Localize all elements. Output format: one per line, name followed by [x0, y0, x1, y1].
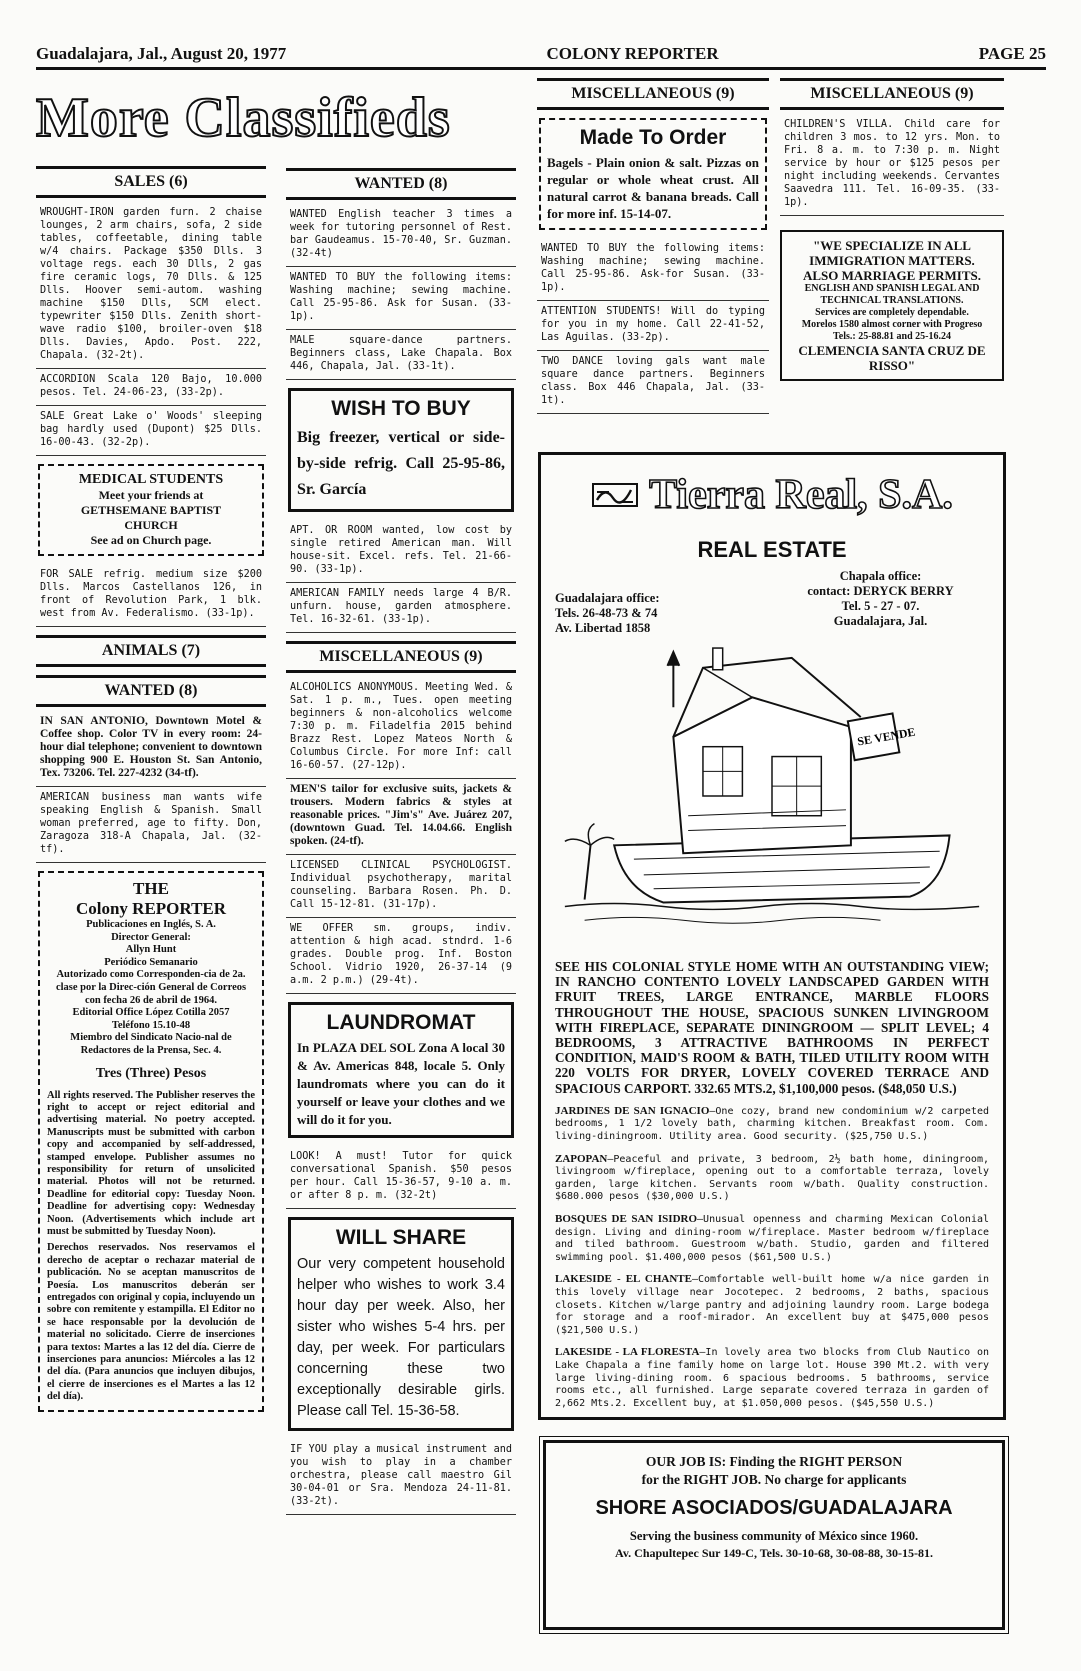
- classified-ad: WANTED TO BUY the following items: Washing machine; sewing machine. Call 25-95-86. Ask for Susan. (33-1p).: [286, 267, 516, 330]
- reporter-terms-en: All rights reserved. The Publisher reserves the right to accept or reject editorial and advertising material. No poetry accepted. Manuscripts must be submitted with carbon copy and accompanied by self-addressed, stamped envelope. Publisher assumes no responsibility for return of unsolicited material. Photos will not be returned. Deadline for editorial copy: Tuesday Noon. Deadline for advertising copy: Wednesday Noon. (Advertisements which include art must be submitted by Tuesday Noon).: [47, 1089, 255, 1237]
- wanted-header: WANTED (8): [286, 168, 516, 200]
- reporter-terms-es: Derechos reservados. Nos reservamos el derecho de aceptar o rechazar material de publicación. No se aceptan manuscritos de Poesía. Los manuscritos deberán ser entregados con original y copia, incluyendo un sobre con remitente y estampilla. El Editor no se hace responsable por la devolución de material no solicitado. Cierre de inserciones para textos: Martes a las 12 del día. Cierre de inserciones para anuncios: Miércoles a las 12 del día. (Para anuncios que incluyen dibujos, el cierre de inserciones es el Martes a las 12 del día).: [47, 1242, 255, 1403]
- company-logo-icon: [591, 476, 639, 514]
- column-3: [537, 78, 769, 448]
- classified-ad: WANTED English teacher 3 times a week for tutoring personnel of Rest. bar Gaudeamus. 15-70-40, Sr. Guzman. (32-4t): [286, 204, 516, 267]
- real-estate-title: REAL ESTATE: [697, 537, 847, 562]
- immigration-line: "WE SPECIALIZE IN ALL IMMIGRATION MATTERS.: [809, 238, 975, 268]
- for-sale-sign: SE VENDE: [856, 724, 917, 749]
- listing-item: ZAPOPAN—Peaceful and private, 3 bedroom, 2½ bath home, diningroom, livingroom w/fireplace, opening out to a comfortable terraza, lovely garden, large kitchen. Servants room w/bath. Quality construction. $680.000 pesos ($30,000 U.S.): [555, 1152, 989, 1203]
- made-body: Bagels - Plain onion & salt. Pizzas on regular or whole wheat crust. All natural carrot & banana breads. Call for more inf. 15-14-07.: [547, 155, 759, 221]
- listing-item: LAKESIDE - LA FLORESTA—In lovely area two blocks from Club Nautico on Lake Chapala a fine family home on large lot. House 390 Mt.2. with very large living-dining room. 6 spacious bedrooms. 5 bathrooms, service rooms etc., all furnished. Large separate covered terraza in garden of 2,662 Mts.2. Excellent buy, at $1.050,000 pesos. ($45,550 U.S.): [555, 1346, 989, 1409]
- medical-line: See ad on Church page.: [90, 533, 212, 547]
- share-title: WILL SHARE: [335, 1226, 467, 1249]
- classified-ad: CHILDREN'S VILLA. Child care for children 3 mos. to 12 yrs. Mon. to Fri. 8 a. m. to 7:30 p. m. Night service by hour or $125 pesos per night including weekends. Cervantes Saavedra 111. Tel. 16-09-35. (33-1p).: [780, 114, 1004, 216]
- laundromat-body: In PLAZA DEL SOL Zona A local 30 & Av. Americas 848, locale 5. Only laundromats where you can do it yourself or leave your clothes and we will do it for you.: [297, 1040, 505, 1127]
- shore-line: for the RIGHT JOB. No charge for applicants: [641, 1472, 907, 1487]
- classified-ad: LICENSED CLINICAL PSYCHOLOGIST. Individual psychotherapy, marital counseling. Barbara Rosen. Ph. D. Call 15-12-81. (31-17p).: [286, 855, 516, 918]
- classified-ad: IN SAN ANTONIO, Downtown Motel & Coffee shop. Color TV in every room: 24-hour dial telephone; convenient to downtown shopping 900 E. Houston St. San Antonio, Tex. 73206. Tel. 227-4232 (34-tf).: [36, 711, 266, 787]
- reporter-line: Allyn Hunt: [125, 944, 177, 956]
- masthead: [36, 40, 1046, 70]
- office-line: Tels. 26-48-73 & 74: [555, 606, 658, 620]
- classified-ad: SALE Great Lake o' Woods' sleeping bag hardly used (Dupont) $25 Dlls. 16-00-43. (32-2p).: [36, 406, 266, 456]
- colony-reporter-box: [38, 871, 264, 1412]
- reporter-title: Colony REPORTER: [75, 899, 227, 918]
- immigration-line: ALSO MARRIAGE PERMITS.: [802, 268, 982, 283]
- classified-ad: IF YOU play a musical instrument and you wish to play in a chamber orchestra, please call maestro Gil 30-04-01 or Sra. Mendoza 24-11-81. (33-2t).: [286, 1439, 516, 1515]
- medical-students-ad: [38, 464, 264, 556]
- offices: [555, 569, 989, 636]
- column-4: [780, 78, 1004, 448]
- classified-ad: WANTED TO BUY the following items: Washing machine; sewing machine. Call 25-95-86. Ask-for Susan. (33-1p).: [537, 238, 769, 301]
- classified-ad: TWO DANCE loving gals want male square dance partners. Beginners class. Box 446 Chapala, Jal. (33-1t).: [537, 351, 769, 414]
- immigration-line: Tels.: 25-88.81 and 25-16.24: [833, 331, 951, 342]
- tierra-name: Tierra Real, S.A.: [649, 472, 953, 518]
- medical-line: CHURCH: [124, 518, 178, 532]
- listing-item: LAKESIDE - EL CHANTE—Comfortable well-built home w/a nice garden in this lovely village near Jocotepec. 2 bedrooms, 2 baths, spacious closets. Kitchen w/large pantry and adjoining laundry room. Large bodega for storage and a roof-mirador. An excellent buy at $475,000 pesos ($21,500 U.S.): [555, 1273, 989, 1336]
- classified-ad: ACCORDION Scala 120 Bajo, 10.000 pesos. Tel. 24-06-23, (33-2p).: [36, 369, 266, 406]
- sales-header: SALES (6): [36, 166, 266, 198]
- masthead-date: Guadalajara, Jal., August 20, 1977: [36, 44, 287, 63]
- medical-line: GETHSEMANE BAPTIST: [80, 503, 222, 517]
- misc-header: MISCELLANEOUS (9): [537, 78, 769, 110]
- office-line: Av. Libertad 1858: [555, 621, 651, 635]
- guadalajara-office: [555, 569, 772, 636]
- classified-ad: ALCOHOLICS ANONYMOUS. Meeting Wed. & Sat. 1 p. m., Tues. open meeting beginners & non-alcoholics welcome 7:30 p. m. Filadelfia 2015 behind Brazz Rest. Lopez Mateos North & Columbus Circle. For more Inf: call 16-60-57. (27-12p).: [286, 677, 516, 779]
- made-title: Made To Order: [579, 126, 727, 149]
- will-share-ad: [288, 1217, 514, 1431]
- laundromat-title: LAUNDROMAT: [326, 1011, 476, 1034]
- office-line: contact: DERYCK BERRY: [807, 584, 954, 598]
- section-title: More Classifieds: [36, 87, 451, 149]
- wish-to-buy-ad: [288, 388, 514, 512]
- reporter-line: Publicaciones en Inglés, S. A.: [86, 919, 216, 930]
- made-to-order-ad: [539, 118, 767, 230]
- tierra-real-ad: [538, 452, 1006, 1420]
- reporter-price: Tres (Three) Pesos: [95, 1065, 207, 1081]
- wish-title: WISH TO BUY: [331, 397, 471, 420]
- reporter-line: Periódico Semanario: [104, 956, 198, 968]
- reporter-line: Autorizado como Corresponden-cia de 2a. clase por la Direc-ción General de Correos con fecha 26 de abril de 1964.: [55, 969, 247, 1006]
- office-line: Chapala office:: [839, 569, 922, 583]
- shore-line: OUR JOB IS: Finding the RIGHT PERSON: [645, 1454, 903, 1469]
- classified-ad: FOR SALE refrig. medium size $200 Dlls. Marcos Castellanos 126, in front of Revolution Park, 1 blk. west from Av. Federalismo. (33-1p).: [36, 564, 266, 627]
- shore-line: Av. Chapultepec Sur 149-C, Tels. 30-10-68, 30-08-88, 30-15-81.: [615, 1546, 933, 1560]
- classified-ad: AMERICAN FAMILY needs large 4 B/R. unfurn. house, garden atmosphere. Tel. 16-32-61. (33-1p).: [286, 583, 516, 633]
- shore-asociados-ad: [543, 1440, 1005, 1630]
- listing-item: BOSQUES DE SAN ISIDRO—Unusual openness and charming Mexican Colonial design. Living and dining-room w/fireplace. Master bedroom w/fireplace and tiled bathroom. Guestroom w/bath. Studio, garden and filtered swimming pool. $1.400,000 pesos ($61,500 U.S.): [555, 1212, 989, 1263]
- classified-ad: WE OFFER sm. groups, indiv. attention & high acad. stndrd. 1-6 grades. Double prog. Inf. Boston School. Vidrio 1920, 26-37-14 (9 a.m. 2 p.m.) (29-4t).: [286, 918, 516, 994]
- classified-ad: APT. OR ROOM wanted, low cost by single retired American man. Will house-sit. Excel. refs. Tel. 21-66-90. (33-1p).: [286, 520, 516, 583]
- wish-body: Big freezer, vertical or side-by-side refrig. Call 25-95-86, Sr. García: [297, 429, 505, 498]
- classified-ad: AMERICAN business man wants wife speaking English & Spanish. Small woman preferred, age to fifty. Don, Zaragoza 318-A Chapala, Jal. (32-tf).: [36, 787, 266, 863]
- immigration-ad: [780, 230, 1004, 381]
- classified-ad: MALE square-dance partners. Beginners class, Lake Chapala. Box 446, Chapala, Jal. (33-1t).: [286, 330, 516, 380]
- shore-title: SHORE ASOCIADOS/GUADALAJARA: [595, 1497, 953, 1519]
- office-line: Guadalajara office:: [555, 591, 660, 605]
- house-boat-illustration: [555, 646, 989, 946]
- masthead-page: PAGE 25: [978, 44, 1046, 63]
- immigration-line: Services are completely dependable.: [815, 307, 969, 318]
- medical-title: MEDICAL STUDENTS: [78, 472, 224, 487]
- reporter-line: Director General:: [111, 931, 191, 943]
- immigration-line: Morelos 1580 almost corner with Progreso: [801, 319, 983, 330]
- medical-line: Meet your friends at: [98, 488, 204, 502]
- column-2: [286, 160, 516, 1630]
- shore-line: Serving the business community of México since 1960.: [629, 1529, 919, 1543]
- classified-ad: MEN'S tailor for exclusive suits, jackets & trousers. Modern fabrics & styles at reasonable prices. "Jim's" Ave. Juárez 207, (downtown Guad. Tel. 14.04.66. English spoken. (24-tf).: [286, 779, 516, 855]
- classified-ad: WROUGHT-IRON garden furn. 2 chaise lounges, 2 arm chairs, sofa, 2 side tables, coffeetable, dining table w/4 chairs. Package $350 Dlls. 3 voltage regs. each 30 Dlls, 2 gas fire ceramic logs, 70 Dlls. & 125 Dlls. Hoover semi-autom. washing machine $150 Dlls, SCM elect. typewriter $150 Dlls. Zenith short-wave radio $100, broiler-oven $18 Dlls. Davies, Apdo. Post. 222, Chapala. (32-2t).: [36, 202, 266, 369]
- listing-item: JARDINES DE SAN IGNACIO—One cozy, brand new condominium w/2 carpeted bedrooms, 1 1/2 lovely bath, charming kitchen. Breakfast room. Com. living-diningroom. Utility area. Good security. ($25,750 U.S.): [555, 1104, 989, 1143]
- reporter-line: Teléfono 15.10-48: [111, 1019, 191, 1031]
- laundromat-ad: [288, 1002, 514, 1138]
- immigration-line: CLEMENCIA SANTA CRUZ DE RISSO": [798, 343, 986, 373]
- office-line: Guadalajara, Jal.: [833, 614, 928, 628]
- tierra-logo: [555, 463, 989, 527]
- immigration-line: ENGLISH AND SPANISH LEGAL AND TECHNICAL TRANSLATIONS.: [804, 283, 980, 306]
- featured-listing: SEE HIS COLONIAL STYLE HOME WITH AN OUTSTANDING VIEW; IN RANCHO CONTENTO LOVELY LANDSCAPED GARDEN WITH FRUIT TREES, LARGE ENTRANCE, MARBLE FLOORS THROUGHOUT THE HOUSE, SPACIOUS SUNKEN LIVINGROOM WITH FIREPLACE, SEPARATE DININGROOM — SPLIT LEVEL; 4 BEDROOMS, 3 ATTRACTIVE BATHROOMS IN PERFECT CONDITION, MAID'S ROOM & BATH, TILED UTILITY ROOM WITH 220 VOLTS FOR DRYER, LOVELY COVERED TERRACE AND SPACIOUS CARPORT. 332.65 MTS.2, $1,100,000 pesos. ($48,050 U.S.): [555, 959, 989, 1096]
- share-body: Our very competent household helper who wishes to work 3.4 hour day per week. Also, her sister who wishes 5-4 hrs. per day, per week. For particulars concerning these two exceptionally desirable girls. Please call Tel. 15-36-58.: [297, 1256, 505, 1419]
- masthead-paper: COLONY REPORTER: [546, 44, 719, 63]
- misc-header: MISCELLANEOUS (9): [780, 78, 1004, 110]
- wanted-header: WANTED (8): [36, 675, 266, 707]
- animals-header: ANIMALS (7): [36, 635, 266, 667]
- classified-ad: ATTENTION STUDENTS! Will do typing for you in my home. Call 22-41-52, Las Aguilas. (33-2p).: [537, 301, 769, 351]
- classified-ad: LOOK! A must! Tutor for quick conversational Spanish. $50 pesos per hour. Call 15-36-57, 9-10 a. m. or after 8 p. m. (32-2t): [286, 1146, 516, 1209]
- reporter-line: Miembro del Sindicato Nacio-nal de Redactores de la Prensa, Sec. 4.: [70, 1032, 232, 1056]
- office-line: Tel. 5 - 27 - 07.: [841, 599, 920, 613]
- reporter-the: THE: [133, 879, 169, 898]
- chapala-office: [772, 569, 989, 636]
- misc-header: MISCELLANEOUS (9): [286, 641, 516, 673]
- reporter-line: Editorial Office López Cotilla 2057: [72, 1007, 230, 1019]
